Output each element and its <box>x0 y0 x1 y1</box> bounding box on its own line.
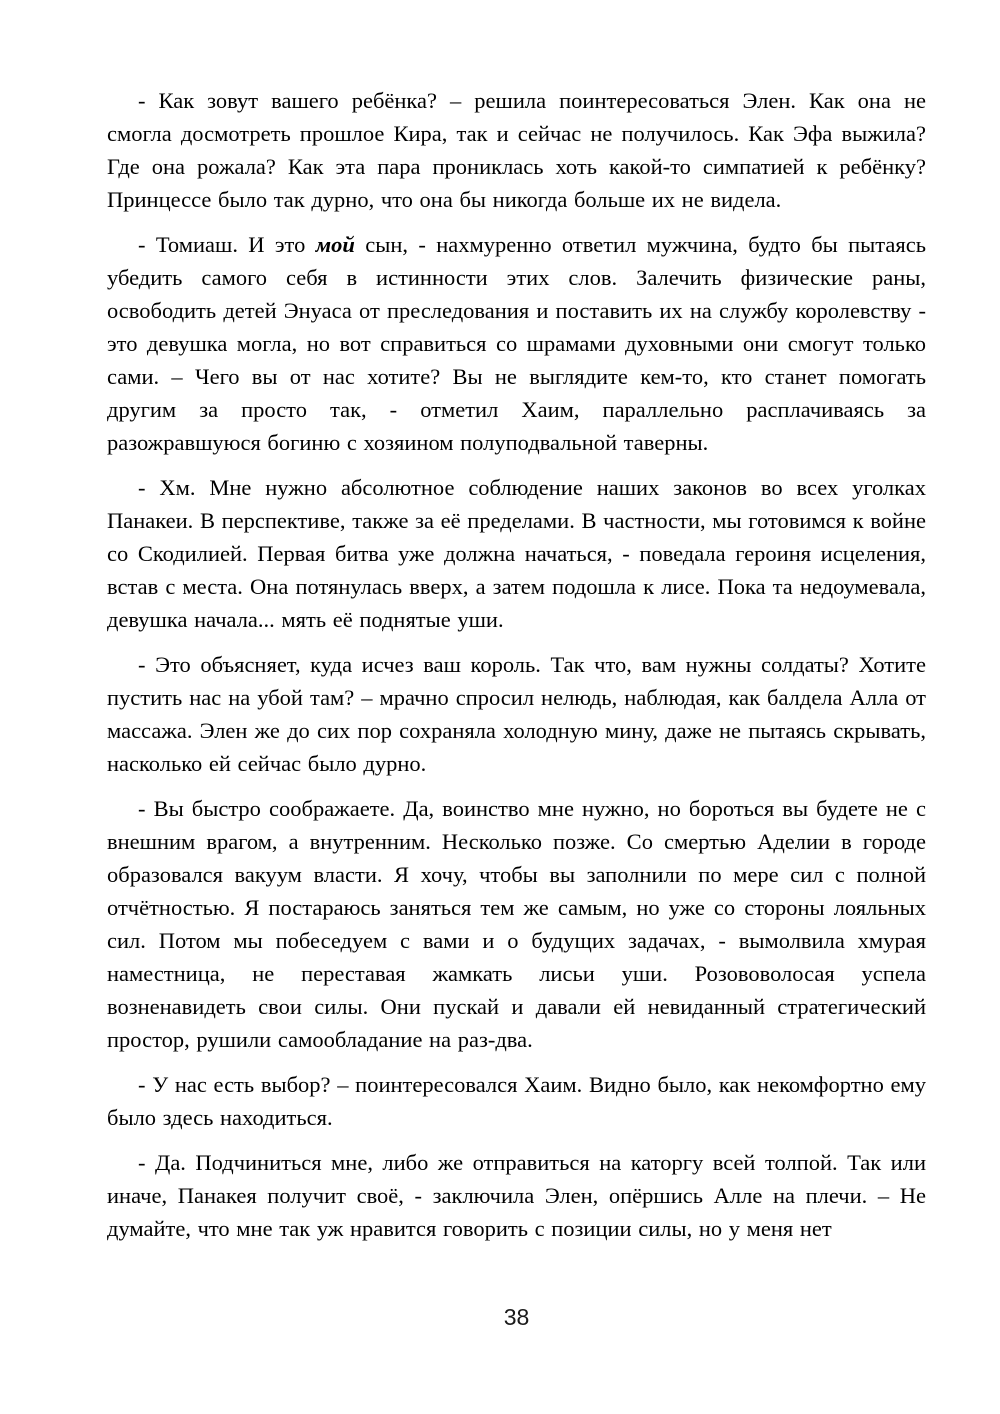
text-segment: сын, - нахмуренно ответил мужчина, будто бы пытаясь убедить самого себя в истинности этих слов. Залечить физические раны, освободить детей Энуаса от преследования и поставить их на службу королевству - это девушка могла, но вот справиться со шрамами духовными они смогут только сами. – Чего вы от нас хотите? Вы не выглядите кем-то, кто станет помогать другим за просто так, - отметил Хаим, параллельно расплачиваясь за разожравшуюся богиню с хозяином полуподвальной таверны. <box>107 232 926 455</box>
paragraph <box>107 471 926 636</box>
text-segment: - Хм. Мне нужно абсолютное соблюдение наших законов во всех уголках Панакеи. В перспективе, также за её пределами. В частности, мы готовимся к войне со Скодилией. Первая битва уже должна начаться, - поведала героиня исцеления, встав с места. Она потянулась вверх, а затем подошла к лисе. Пока та недоумевала, девушка начала... мять её поднятые уши. <box>107 475 926 632</box>
page-number: 38 <box>503 1304 530 1330</box>
text-segment: - У нас есть выбор? – поинтересовался Хаим. Видно было, как некомфортно ему было здесь находиться. <box>107 1072 926 1130</box>
emphasized-text: мой <box>315 232 355 257</box>
text-segment: - Да. Подчиниться мне, либо же отправиться на каторгу всей толпой. Так или иначе, Панакея получит своё, - заключила Элен, опёршись Алле на плечи. – Не думайте, что мне так уж нравится говорить с позиции силы, но у меня нет <box>107 1150 926 1241</box>
paragraph <box>107 1068 926 1134</box>
text-segment: - Как зовут вашего ребёнка? – решила поинтересоваться Элен. Как она не смогла досмотреть прошлое Кира, так и сейчас не получилось. Как Эфа выжила? Где она рожала? Как эта пара прониклась хоть какой-то симпатией к ребёнку? Принцессе было так дурно, что она бы никогда больше их не видела. <box>107 88 926 212</box>
text-segment: - Вы быстро соображаете. Да, воинство мне нужно, но бороться вы будете не с внешним врагом, а внутренним. Несколько позже. Со смертью Аделии в городе образовался вакуум власти. Я хочу, чтобы вы заполнили по мере сил с полной отчётностью. Я постараюсь заняться тем же самым, но уже со стороны лояльных сил. Потом мы побеседуем с вами и о будущих задачах, - вымолвила хмурая наместница, не переставая жамкать лисьи уши. Розововолосая успела возненавидеть свои силы. Они пускай и давали ей невиданный стратегический простор, рушили самообладание на раз-два. <box>107 796 926 1052</box>
paragraph <box>107 84 926 216</box>
text-segment: - Томиаш. И это <box>138 232 316 257</box>
text-content <box>107 84 926 1245</box>
paragraph <box>107 792 926 1056</box>
paragraph <box>107 228 926 459</box>
paragraph <box>107 648 926 780</box>
paragraph <box>107 1146 926 1245</box>
text-segment: - Это объясняет, куда исчез ваш король. Так что, вам нужны солдаты? Хотите пустить нас на убой там? – мрачно спросил нелюдь, наблюдая, как балдела Алла от массажа. Элен же до сих пор сохраняла холодную мину, даже не пытаясь скрывать, насколько ей сейчас было дурно. <box>107 652 926 776</box>
